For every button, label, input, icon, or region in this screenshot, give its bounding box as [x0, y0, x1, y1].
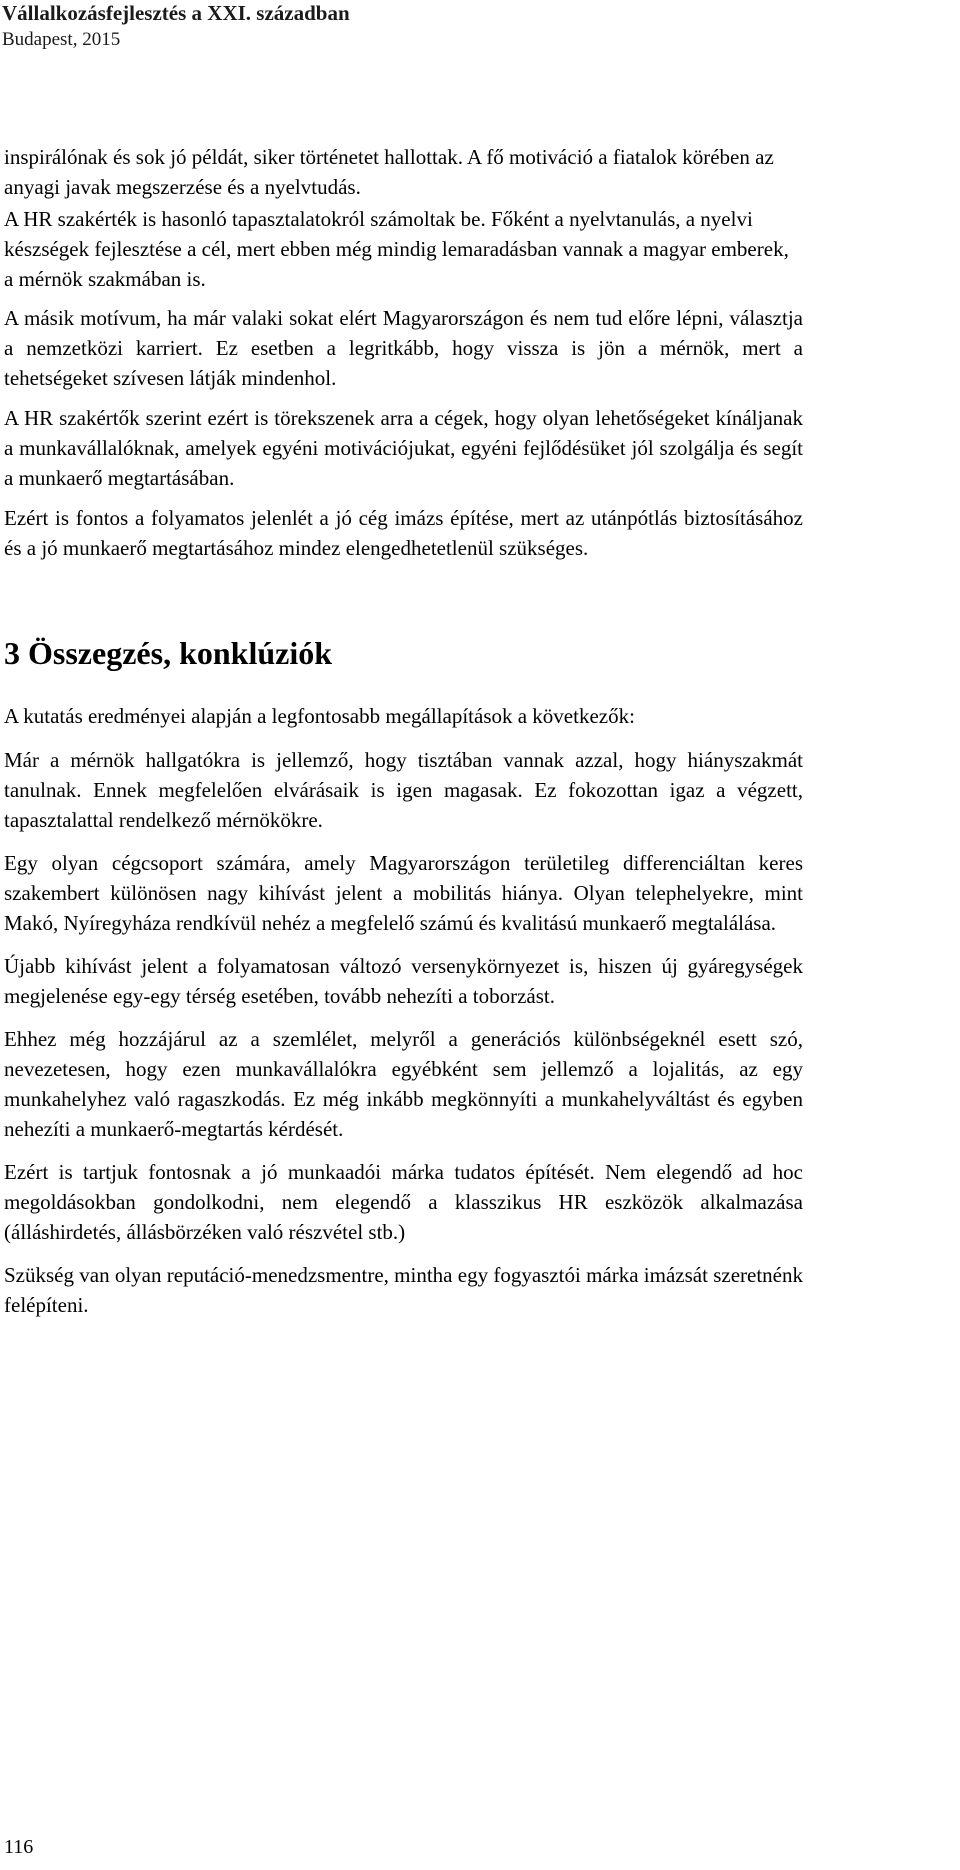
paragraph-other-motive: A másik motívum, ha már valaki sokat elért Magyarországon és nem tud előre lépni, választja a nemzetközi karriert. Ez esetben a legritkább, hogy vissza is jön a mérnök, mert a tehetségeket szívesen látják mindenhol. — [4, 306, 803, 390]
paragraph-employer-image: Ezért is fontos a folyamatos jelenlét a jó cég imázs építése, mert az utánpótlás biztosításához és a jó munkaerő megtartásához mindez elengedhetetlenül szükséges. — [4, 506, 803, 560]
paragraph-employer-brand: Ezért is tartjuk fontosnak a jó munkaadói márka tudatos építését. Nem elegendő ad hoc megoldásokban gondolkodni, nem elegendő a klasszikus HR eszközök alkalmazása (álláshirdetés, állásbörzéken való részvétel stb.) — [4, 1160, 803, 1244]
paragraph-competition: Újabb kihívást jelent a folyamatosan változó versenykörnyezet is, hiszen új gyáregységek megjelenése egy-egy térség esetében, tovább nehezíti a toborzást. — [4, 954, 803, 1008]
paragraph-continued: inspirálónak és sok jó példát, siker történetet hallottak. A fő motiváció a fiatalok körében az anyagi javak megszerzése és a nyelvtudás. — [4, 145, 774, 199]
page-body — [4, 142, 803, 1320]
running-header — [2, 0, 902, 52]
header-title: Vállalkozásfejlesztés a XXI. században — [2, 1, 350, 25]
paragraph-loyalty: Ehhez még hozzájárul az a szemlélet, melyről a generációs különbségeknél esett szó, nevezetesen, hogy ezen munkavállalókra egyébként sem jellemző a lojalitás, az egy munkahelyhez való ragaszkodás. Ez még inkább megkönnyíti a munkahelyváltást és egyben nehezíti a munkaerő-megtartás kérdését. — [4, 1027, 803, 1141]
paragraph-hr-strategy: A HR szakértők szerint ezért is törekszenek arra a cégek, hogy olyan lehetőségeket kínáljanak a munkavállalóknak, amelyek egyéni motivációjukat, egyéni fejlődésüket jól szolgálja és segít a munkaerő megtartásában. — [4, 406, 803, 490]
paragraph-hr-experts: A HR szakérték is hasonló tapasztalatokról számoltak be. Főként a nyelvtanulás, a nyelvi készségek fejlesztése a cél, mert ebben még mindig lemaradásban vannak a magyar emberek, a mérnök szakmában is. — [4, 207, 789, 291]
paragraph-findings-intro: A kutatás eredményei alapján a legfontosabb megállapítások a következők: — [4, 704, 635, 728]
paragraph-student-expectations: Már a mérnök hallgatókra is jellemző, hogy tisztában vannak azzal, hogy hiányszakmát tanulnak. Ennek megfelelően elvárásaik is igen magasak. Ez fokozottan igaz a végzett, tapasztalattal rendelkező mérnökökre. — [4, 748, 803, 832]
header-subtitle: Budapest, 2015 — [2, 29, 121, 50]
paragraph-reputation: Szükség van olyan reputáció-menedzsmentre, mintha egy fogyasztói márka imázsát szeretnénk felépíteni. — [4, 1263, 803, 1317]
page-number: 116 — [4, 1836, 34, 1858]
section-heading: 3 Összegzés, konklúziók — [4, 635, 333, 671]
paragraph-mobility: Egy olyan cégcsoport számára, amely Magyarországon területileg differenciáltan keres szakembert különösen nagy kihívást jelent a mobilitás hiánya. Olyan telephelyekre, mint Makó, Nyíregyháza rendkívül nehéz a megfelelő számú és kvalitású munkaerő megtalálása. — [4, 851, 803, 935]
